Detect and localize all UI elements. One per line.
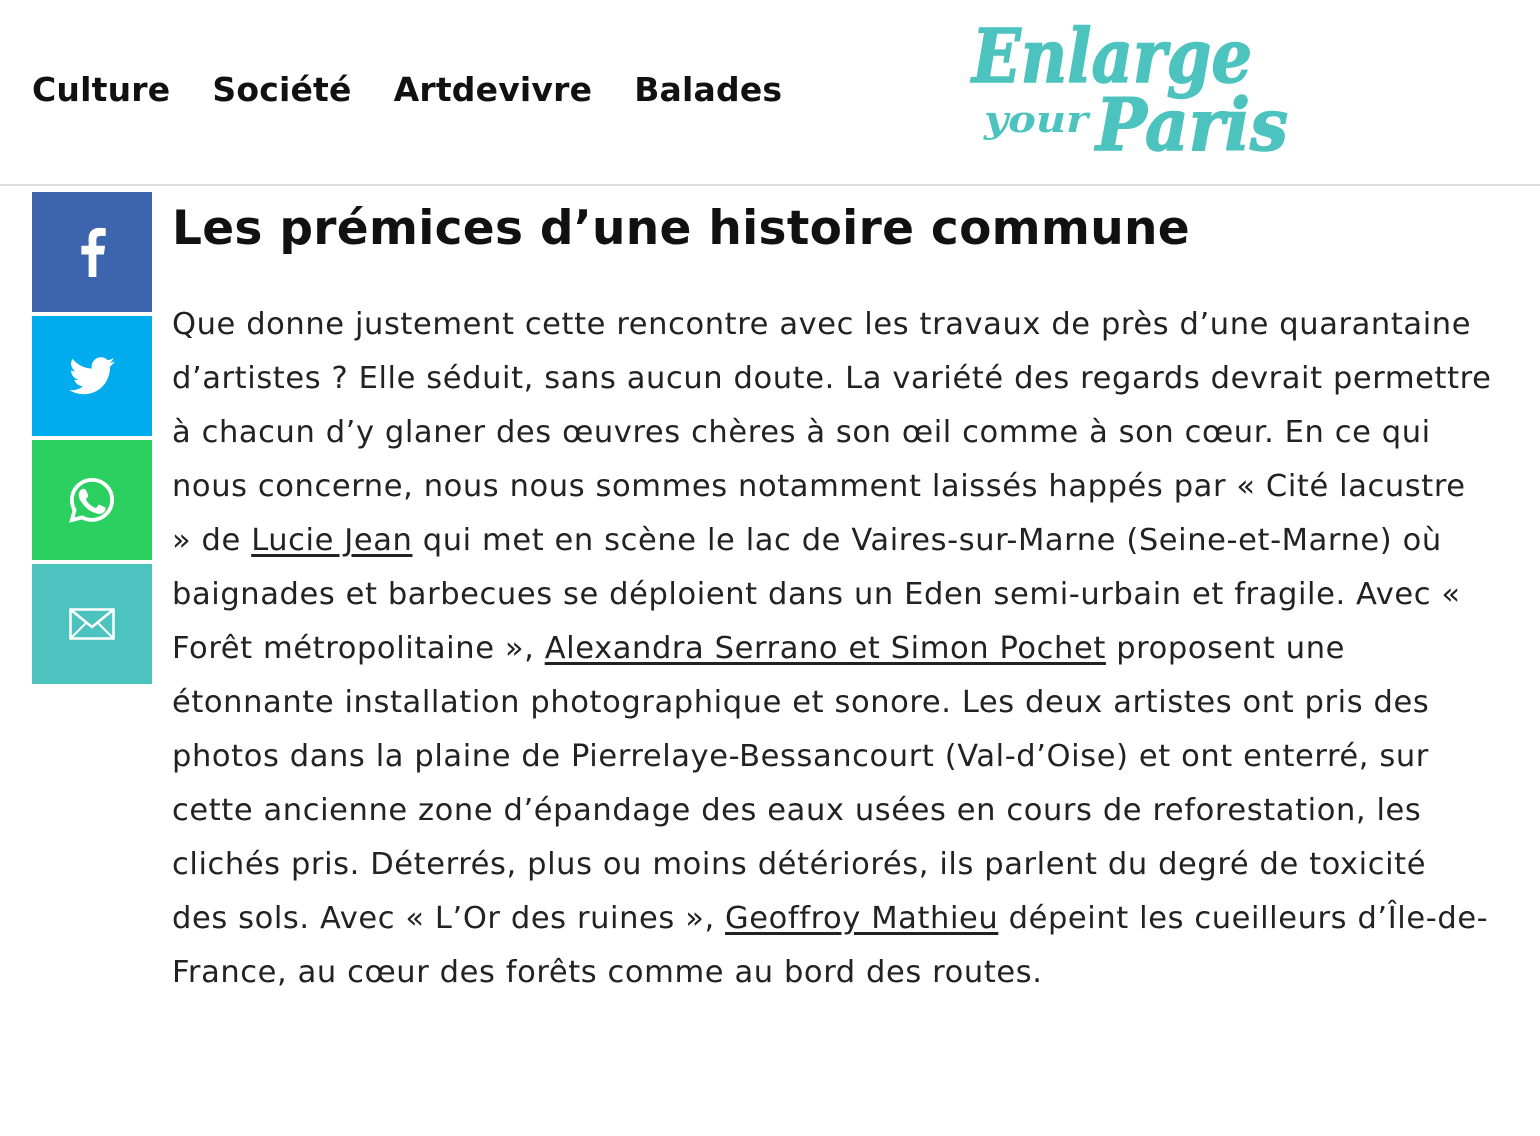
facebook-share-button[interactable]: [32, 192, 152, 312]
article-paragraph: [172, 298, 1492, 1000]
nav-item-societe[interactable]: Société: [212, 70, 352, 109]
article-section: [172, 190, 1492, 1000]
link-serrano-pochet[interactable]: Alexandra Serrano et Simon Pochet: [544, 631, 1106, 666]
svg-text:Enlarge: Enlarge: [970, 14, 1252, 100]
site-header: [0, 0, 1540, 186]
section-heading: Les prémices d’une histoire commune: [172, 201, 1190, 256]
whatsapp-icon: [69, 477, 115, 523]
logo-image: [968, 4, 1298, 164]
share-bar: [32, 192, 152, 688]
paragraph-text-3: proposent une étonnante installation photographique et sonore. Les deux artistes ont pris des photos dans la plaine de Pierrelaye-Bessancourt (Val-d’Oise) et ont enterré, sur cette ancienne zone d’épandage des eaux usées en cours de reforestation, les clichés pris. Déterrés, plus ou moins détériorés, ils parlent du degré de toxicité des sols. Avec « L’Or des ruines »,: [172, 631, 1430, 936]
nav-item-balades[interactable]: Balades: [634, 70, 783, 109]
whatsapp-share-button[interactable]: [32, 440, 152, 560]
facebook-icon: [77, 227, 107, 277]
nav-item-artdevivre[interactable]: Artdevivre: [393, 70, 593, 109]
email-share-button[interactable]: [32, 564, 152, 684]
svg-text:your: your: [982, 99, 1092, 141]
paragraph-text-1: Que donne justement cette rencontre avec les travaux de près d’une quarantaine d’artistes ? Elle séduit, sans aucun doute. La variété des regards devrait permettre à chacun d’y glaner des œuvres chères à son œil comme à son cœur. En ce qui nous concerne, nous nous sommes notamment laissés happés par « Cité lacustre » de: [172, 307, 1492, 558]
twitter-share-button[interactable]: [32, 316, 152, 436]
link-geoffroy-mathieu[interactable]: Geoffroy Mathieu: [725, 901, 999, 936]
main-nav: [32, 70, 782, 109]
mail-icon: [69, 608, 115, 640]
nav-item-culture[interactable]: Culture: [32, 70, 171, 109]
paragraph-text-2: qui met en scène le lac de Vaires-sur-Marne (Seine-et-Marne) où baignades et barbecues se déploient dans un Eden semi-urbain et fragile. Avec « Forêt métropolitaine »,: [172, 523, 1461, 666]
svg-text:Paris: Paris: [1094, 82, 1288, 164]
site-logo[interactable]: [968, 4, 1298, 164]
link-lucie-jean[interactable]: Lucie Jean: [251, 523, 413, 558]
paragraph-text-4: dépeint les cueilleurs d’Île-de-France, au cœur des forêts comme au bord des routes.: [172, 901, 1489, 990]
twitter-icon: [69, 357, 115, 395]
